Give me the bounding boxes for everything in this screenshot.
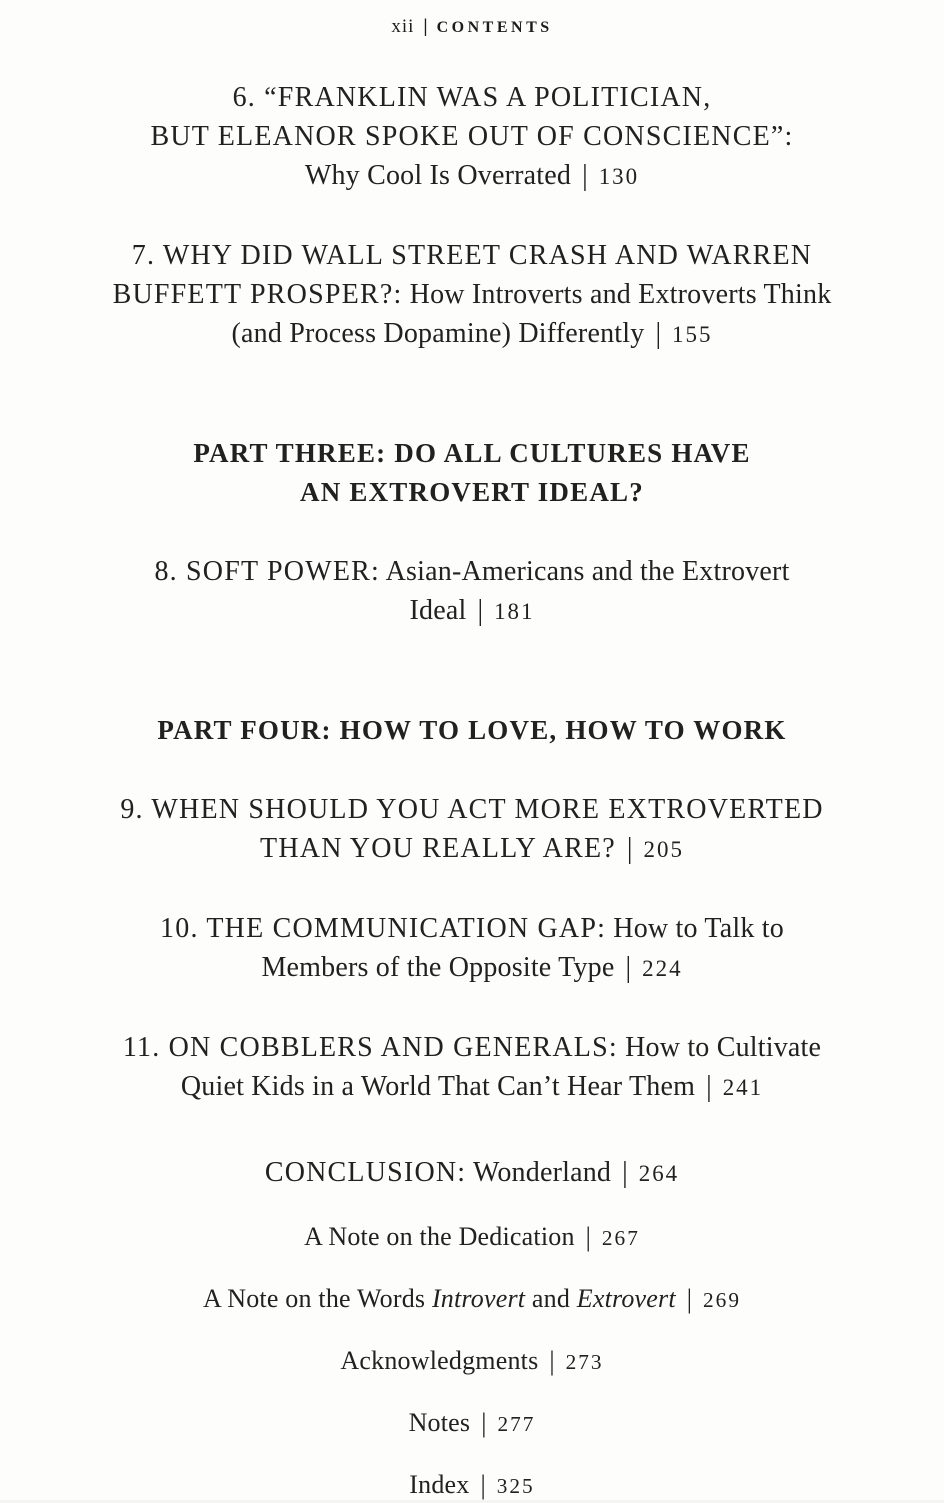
text-segment: BUT ELEANOR SPOKE OUT OF CONSCIENCE”: <box>150 121 794 152</box>
header-separator: | <box>423 16 428 37</box>
separator-bar: | <box>655 317 662 350</box>
toc-line <box>40 117 904 156</box>
toc-line <box>40 156 904 196</box>
toc-entry <box>40 236 904 354</box>
text-segment: 8. SOFT POWER: <box>154 556 380 587</box>
toc-line <box>40 434 904 473</box>
toc-line <box>40 1282 904 1317</box>
text-segment: CONCLUSION: <box>264 1157 467 1188</box>
toc-line <box>40 1468 904 1503</box>
text-segment: 9. WHEN SHOULD YOU ACT MORE EXTROVERTED <box>120 794 824 825</box>
text-segment: Extrovert <box>576 1284 676 1313</box>
separator-bar: | <box>477 594 484 627</box>
page-number: 224 <box>642 956 683 981</box>
separator-bar: | <box>549 1345 555 1376</box>
text-segment: Members of the Opposite Type <box>261 952 615 983</box>
toc-line <box>40 236 904 275</box>
page-number: 277 <box>497 1412 536 1436</box>
text-segment: A Note on the Words <box>203 1284 432 1313</box>
separator-bar: | <box>686 1283 692 1314</box>
toc-line <box>40 78 904 117</box>
separator-bar: | <box>625 951 632 984</box>
text-segment: 6. “FRANKLIN WAS A POLITICIAN, <box>232 82 712 113</box>
toc-entry <box>40 552 904 631</box>
page-number: 273 <box>565 1350 604 1374</box>
page-number: 241 <box>722 1075 764 1100</box>
toc-entry <box>40 1282 904 1317</box>
toc-entry <box>40 909 904 988</box>
text-segment: (and Process Dopamine) Differently <box>231 318 645 349</box>
separator-bar: | <box>481 1407 487 1438</box>
text-segment: How to Cultivate <box>617 1032 822 1063</box>
toc-entry <box>40 711 904 750</box>
page-number: 267 <box>601 1226 640 1250</box>
page-number: 325 <box>496 1474 535 1498</box>
page-number: 155 <box>672 322 713 347</box>
toc-line <box>40 314 904 354</box>
text-segment: PART FOUR: HOW TO LOVE, HOW TO WORK <box>157 715 787 745</box>
text-segment: How Introverts and Extroverts Think <box>402 279 832 310</box>
toc-line <box>40 1153 904 1193</box>
toc-entry <box>40 1406 904 1441</box>
toc-entry <box>40 78 904 196</box>
separator-bar: | <box>585 1221 591 1252</box>
text-segment: Index <box>409 1470 470 1499</box>
toc-line <box>40 790 904 829</box>
text-segment: 10. THE COMMUNICATION GAP: <box>160 913 607 944</box>
page-number: 130 <box>598 164 640 189</box>
toc-line <box>40 473 904 512</box>
toc-line <box>40 1028 904 1067</box>
toc-line <box>40 1220 904 1255</box>
separator-bar: | <box>622 1156 628 1189</box>
running-head <box>40 16 904 38</box>
toc-line <box>40 711 904 750</box>
page-number: 181 <box>494 599 535 624</box>
toc-entry <box>40 434 904 512</box>
folio-number: xii <box>391 16 415 37</box>
text-segment: Ideal <box>409 595 467 626</box>
toc-line <box>40 1406 904 1441</box>
toc-line <box>40 1344 904 1379</box>
separator-bar: | <box>706 1070 712 1103</box>
text-segment: Why Cool Is Overrated <box>304 160 572 191</box>
text-segment: Notes <box>408 1408 471 1437</box>
text-segment: Introvert <box>431 1284 526 1313</box>
text-segment: PART THREE: DO ALL CULTURES HAVE <box>193 438 751 468</box>
text-segment: THAN YOU REALLY ARE? <box>260 833 616 864</box>
text-segment: A Note on the Dedication <box>304 1222 575 1251</box>
text-segment: Wonderland <box>466 1157 612 1188</box>
toc-line <box>40 948 904 988</box>
toc-line <box>40 275 904 314</box>
page-number: 205 <box>643 837 684 862</box>
toc-line <box>40 829 904 869</box>
toc-line <box>40 1067 904 1107</box>
toc-line <box>40 909 904 948</box>
toc-entry <box>40 790 904 869</box>
text-segment: How to Talk to <box>606 913 784 944</box>
text-segment: 7. WHY DID WALL STREET CRASH AND WARREN <box>131 240 813 271</box>
toc-line <box>40 591 904 631</box>
toc-entry <box>40 1153 904 1193</box>
toc-entry <box>40 1468 904 1503</box>
separator-bar: | <box>582 159 588 192</box>
toc-entry <box>40 1344 904 1379</box>
separator-bar: | <box>480 1469 486 1500</box>
text-segment: and <box>525 1284 577 1313</box>
text-segment: BUFFETT PROSPER?: <box>112 279 403 310</box>
page-number: 264 <box>638 1161 680 1186</box>
text-segment: Asian-Americans and the Extrovert <box>379 556 790 587</box>
toc-list <box>40 78 904 1503</box>
toc-entry <box>40 1028 904 1107</box>
toc-line <box>40 552 904 591</box>
toc-entry <box>40 1220 904 1255</box>
text-segment: AN EXTROVERT IDEAL? <box>300 477 644 507</box>
text-segment: Acknowledgments <box>340 1346 539 1375</box>
text-segment: Quiet Kids in a World That Can’t Hear Them <box>180 1071 696 1102</box>
text-segment: 11. ON COBBLERS AND GENERALS: <box>122 1032 618 1063</box>
page-number: 269 <box>703 1288 741 1312</box>
separator-bar: | <box>626 832 633 865</box>
contents-title: CONTENTS <box>436 19 553 36</box>
